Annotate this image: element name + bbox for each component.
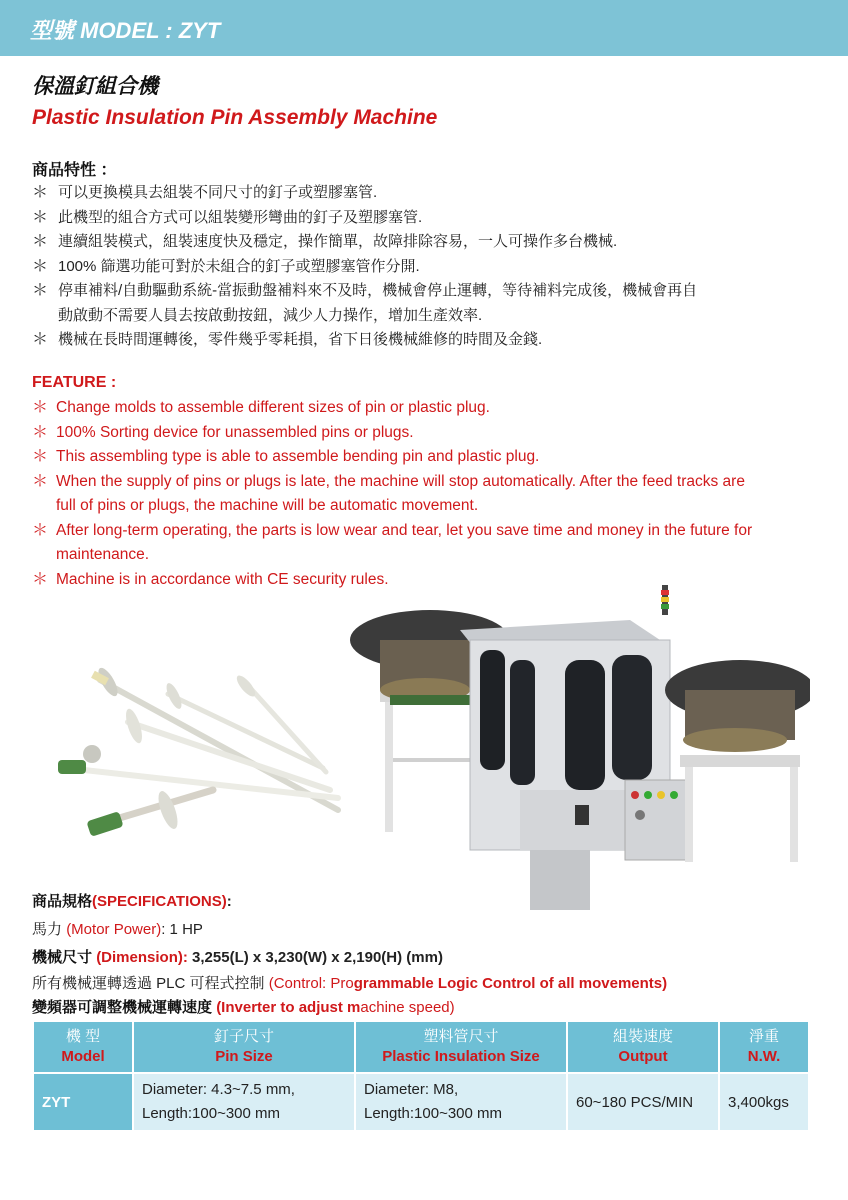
asterisk-icon: ＊ <box>32 472 49 490</box>
feature-zh-item: ＊ 可以更換模具去組裝不同尺寸的釘子或塑膠塞管. <box>32 181 832 206</box>
feature-en-item: ＊ 100% Sorting device for unassembled pins or plugs. <box>32 421 812 446</box>
feature-en-item: ＊ After long-term operating, the parts is low wear and tear, let you save time and money in the future for maintenance. <box>32 519 772 568</box>
specifications-table <box>32 1020 810 1132</box>
asterisk-icon: ＊ <box>32 184 49 201</box>
header-output: 組裝速度 Output <box>567 1021 719 1073</box>
feature-zh-item: ＊ 100% 篩選功能可對於未組合的釘子或塑膠塞管作分開. <box>32 255 832 280</box>
cell-model: ZYT <box>33 1073 133 1131</box>
asterisk-icon: ＊ <box>32 233 49 250</box>
feature-en-item: ＊ When the supply of pins or plugs is late, the machine will stop automatically. After the feed tracks are full of pins or plugs, the machine will be automatic movement. <box>32 470 752 519</box>
model-banner <box>0 0 848 56</box>
spec-motor-power: 馬力 (Motor Power): 1 HP <box>32 921 203 938</box>
spec-inverter: 變頻器可調整機械運轉速度 (Inverter to adjust machine speed) <box>32 999 455 1016</box>
asterisk-icon: ＊ <box>32 521 49 539</box>
spec-dimension: 機械尺寸 (Dimension): 3,255(L) x 3,230(W) x 2,190(H) (mm) <box>32 949 443 966</box>
assembly-machine-photo <box>340 580 810 930</box>
spec-control: 所有機械運轉透過 PLC 可程式控制 (Control: Programmable Logic Control of all movements) <box>32 975 668 992</box>
feature-en-item: ＊ Machine is in accordance with CE security rules. <box>32 568 812 593</box>
feature-en-item: ＊ This assembling type is able to assemble bending pin and plastic plug. <box>32 445 812 470</box>
asterisk-icon: ＊ <box>32 331 49 348</box>
product-title-zh: 保溫釘組合機 <box>32 75 158 98</box>
header-plastic-size: 塑料管尺寸 Plastic Insulation Size <box>355 1021 567 1073</box>
cell-weight: 3,400kgs <box>719 1073 809 1131</box>
features-zh-heading: 商品特性 ： <box>32 162 117 179</box>
spec-heading: 商品規格(SPECIFICATIONS): <box>32 893 232 910</box>
asterisk-icon: ＊ <box>32 282 49 299</box>
insulation-pins-photo <box>48 660 348 860</box>
asterisk-icon: ＊ <box>32 399 49 416</box>
features-en-heading: FEATURE : <box>32 374 117 391</box>
asterisk-icon: ＊ <box>32 257 49 275</box>
feature-zh-item: ＊ 機械在長時間運轉後，零件幾乎零耗損，省下日後機械維修的時間及金錢. <box>32 328 832 353</box>
asterisk-icon: ＊ <box>32 570 49 588</box>
features-en-list <box>32 396 812 592</box>
product-title-en: Plastic Insulation Pin Assembly Machine <box>32 106 438 129</box>
header-weight: 淨重 N.W. <box>719 1021 809 1073</box>
header-pin-size: 釘子尺寸 Pin Size <box>133 1021 355 1073</box>
cell-output: 60~180 PCS/MIN <box>567 1073 719 1131</box>
table-header-row <box>33 1021 809 1073</box>
feature-en-item: ＊ Change molds to assemble different sizes of pin or plastic plug. <box>32 396 812 421</box>
cell-pin-size: Diameter: 4.3~7.5 mm, Length:100~300 mm <box>133 1073 355 1131</box>
feature-zh-item: ＊ 此機型的組合方式可以組裝變形彎曲的釘子及塑膠塞管. <box>32 206 832 231</box>
header-model: 機 型 Model <box>33 1021 133 1073</box>
table-row <box>33 1073 809 1131</box>
asterisk-icon: ＊ <box>32 423 49 441</box>
asterisk-icon: ＊ <box>32 448 49 465</box>
model-title: 型號 MODEL : ZYT <box>30 18 221 43</box>
feature-zh-item: ＊ 連續組裝模式，組裝速度快及穩定，操作簡單，故障排除容易，一人可操作多台機械. <box>32 230 832 255</box>
cell-plastic-size: Diameter: M8, Length:100~300 mm <box>355 1073 567 1131</box>
features-zh-list <box>32 181 832 353</box>
feature-zh-item: ＊ 停車補料/自動驅動系統-當振動盤補料來不及時，機械會停止運轉，等待補料完成後，機械會再自動啟動不需要人員去按啟動按鈕，減少人力操作，增加生產效率. <box>32 279 712 328</box>
asterisk-icon: ＊ <box>32 208 49 226</box>
